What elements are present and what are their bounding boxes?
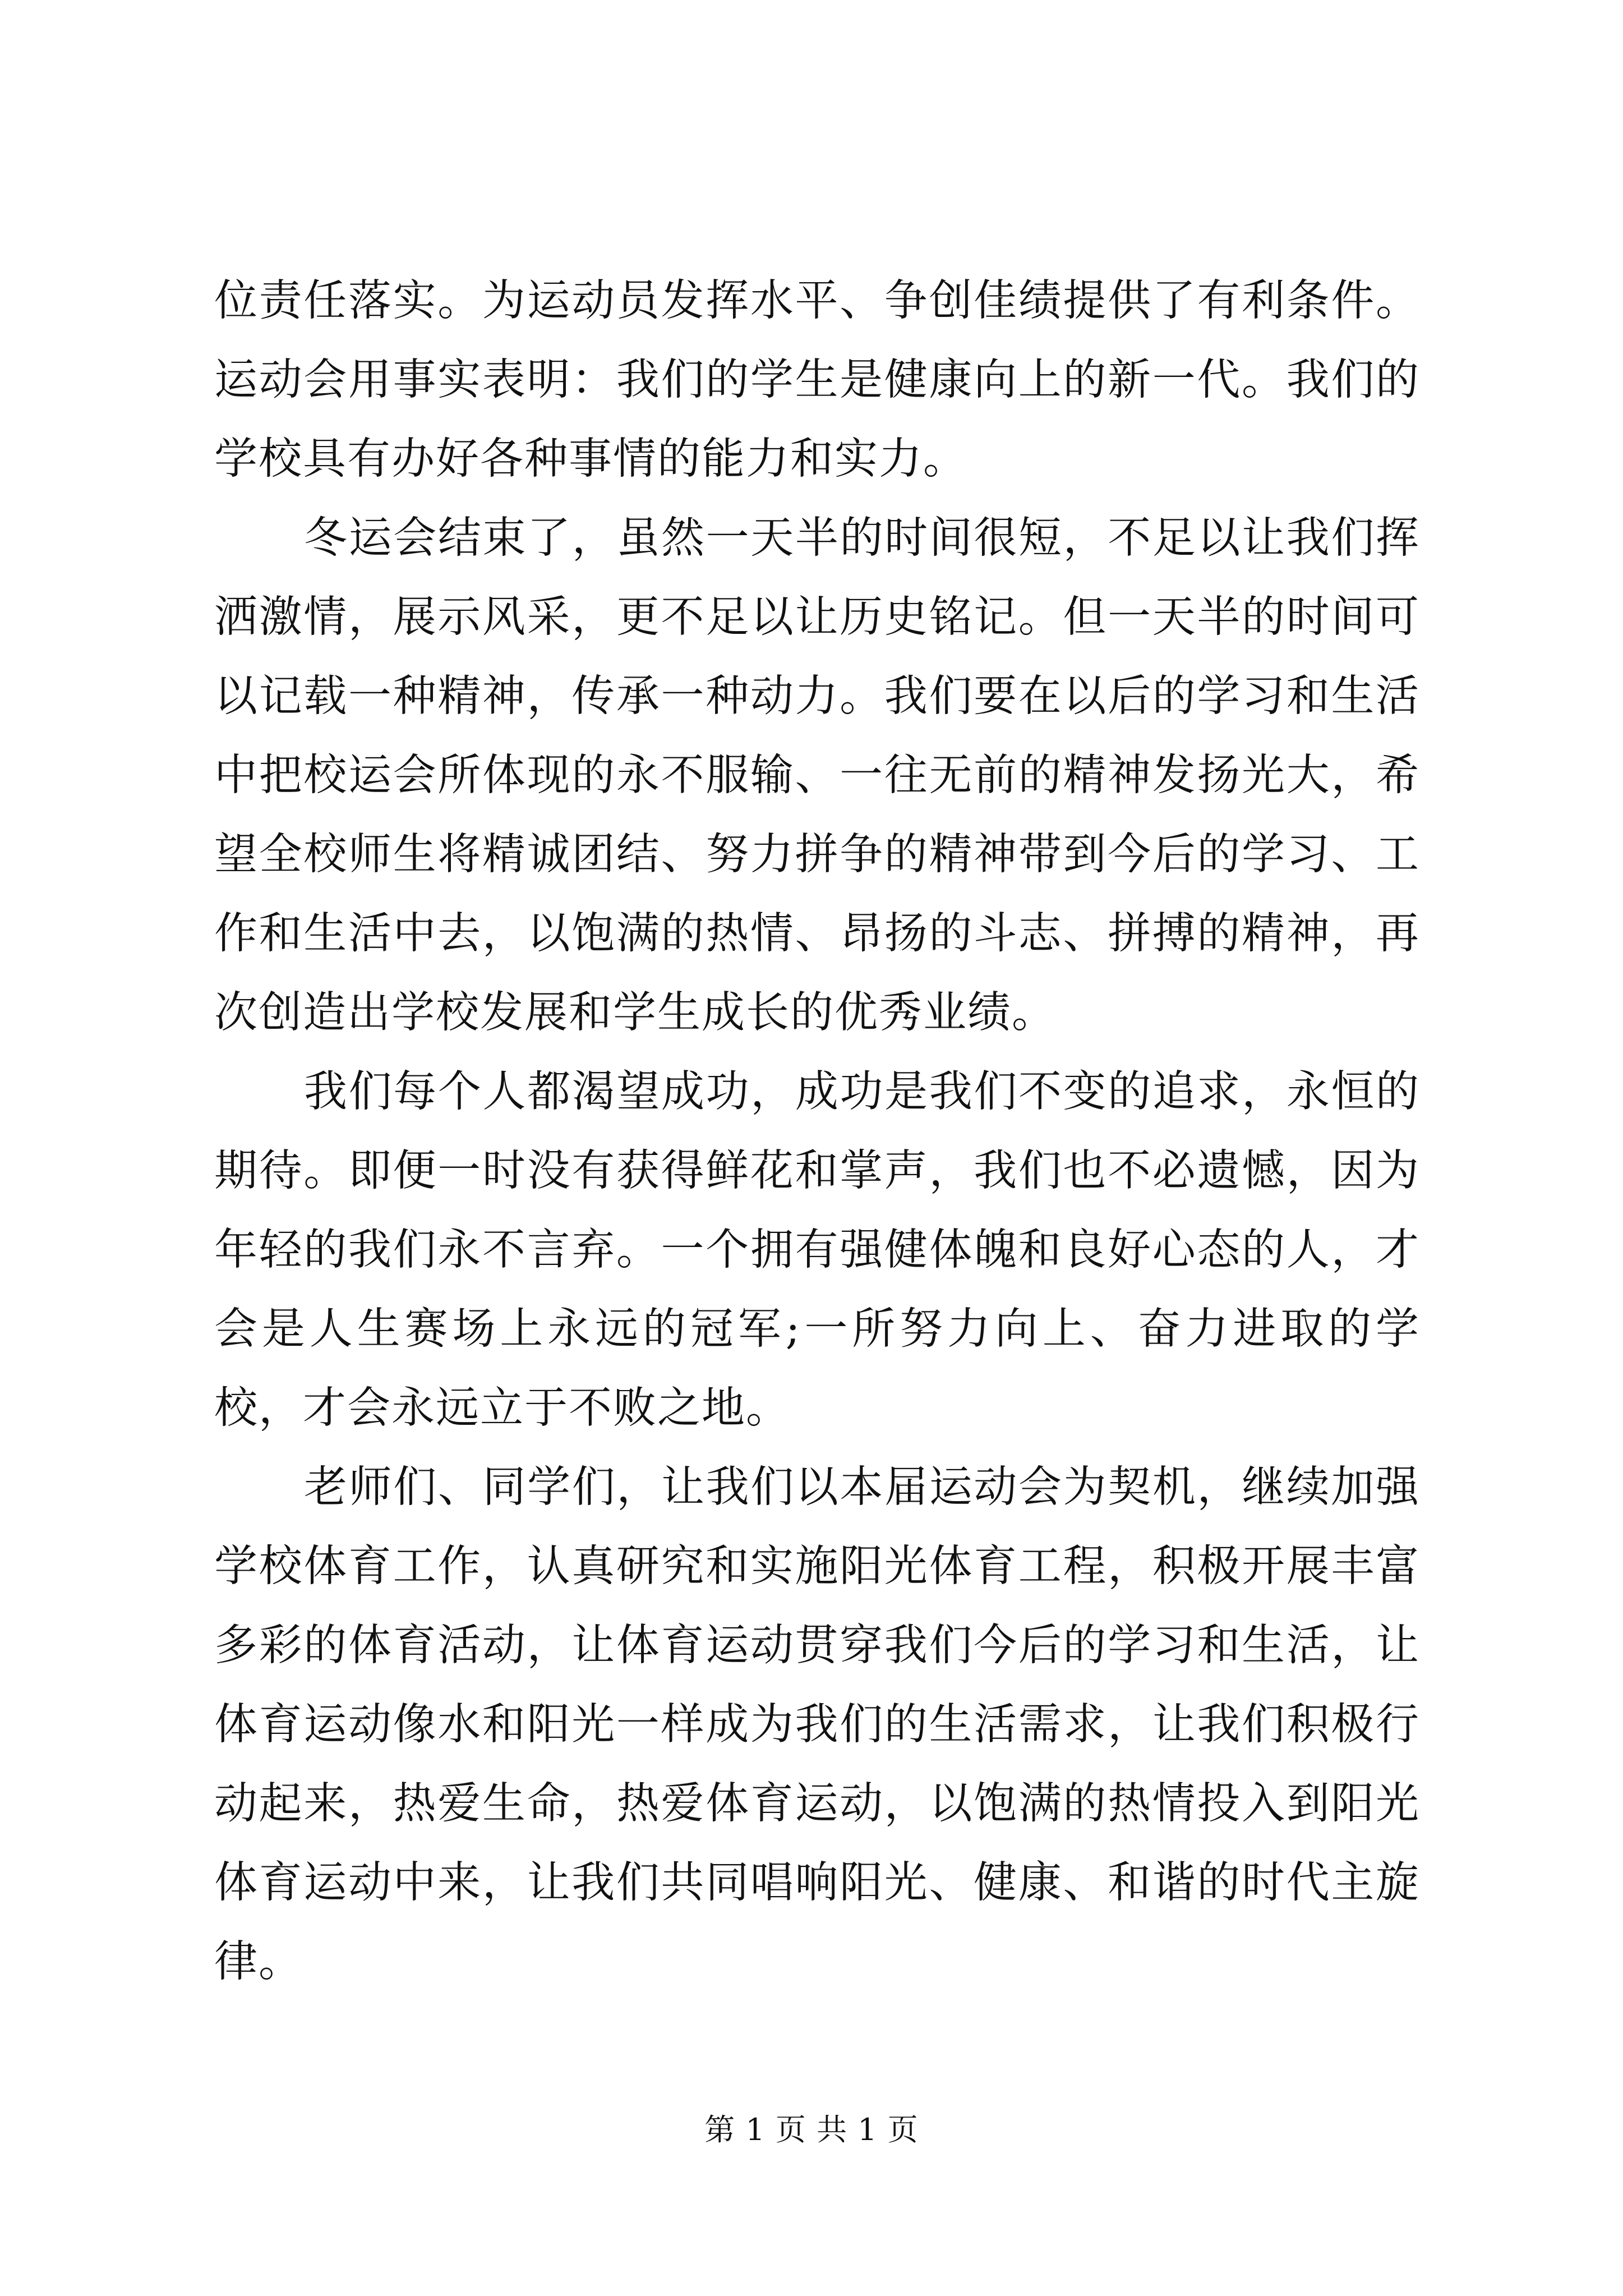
paragraph-pursuit-of-success: 我们每个人都渴望成功，成功是我们不变的追求，永恒的期待。即便一时没有获得鲜花和掌声，我们也不必遗憾，因为年轻的我们永不言弃。一个拥有强健体魄和良好心态的人，才会是人生赛场上永远的冠军;一所努力向上、奋力进取的学校，才会永远立于不败之地。 xyxy=(214,1067,1420,1433)
paragraph-winter-games-closing: 冬运会结束了，虽然一天半的时间很短，不足以让我们挥洒激情，展示风采，更不足以让历史铭记。但一天半的时间可以记载一种精神，传承一种动力。我们要在以后的学习和生活中把校运会所体现的永不服输、一往无前的精神发扬光大，希望全校师生将精诚团结、努力拼争的精神带到今后的学习、工作和生活中去，以饱满的热情、昂扬的斗志、拼搏的精神，再次创造出学校发展和学生成长的优秀业绩。 xyxy=(214,513,1420,1038)
page-number-footer: 第 1 页 共 1 页 xyxy=(704,2112,919,2147)
paragraph-call-to-action: 老师们、同学们，让我们以本届运动会为契机，继续加强学校体育工作，认真研究和实施阳光体育工程，积极开展丰富多彩的体育活动，让体育运动贯穿我们今后的学习和生活，让体育运动像水和阳光一样成为我们的生活需求，让我们积极行动起来，热爱生命，热爱体育运动，以饱满的热情投入到阳光体育运动中来，让我们共同唱响阳光、健康、和谐的时代主旋律。 xyxy=(214,1462,1420,1987)
paragraph-continuation: 位责任落实。为运动员发挥水平、争创佳绩提供了有利条件。运动会用事实表明：我们的学生是健康向上的新一代。我们的学校具有办好各种事情的能力和实力。 xyxy=(214,276,1420,484)
body-text xyxy=(214,261,1420,2001)
